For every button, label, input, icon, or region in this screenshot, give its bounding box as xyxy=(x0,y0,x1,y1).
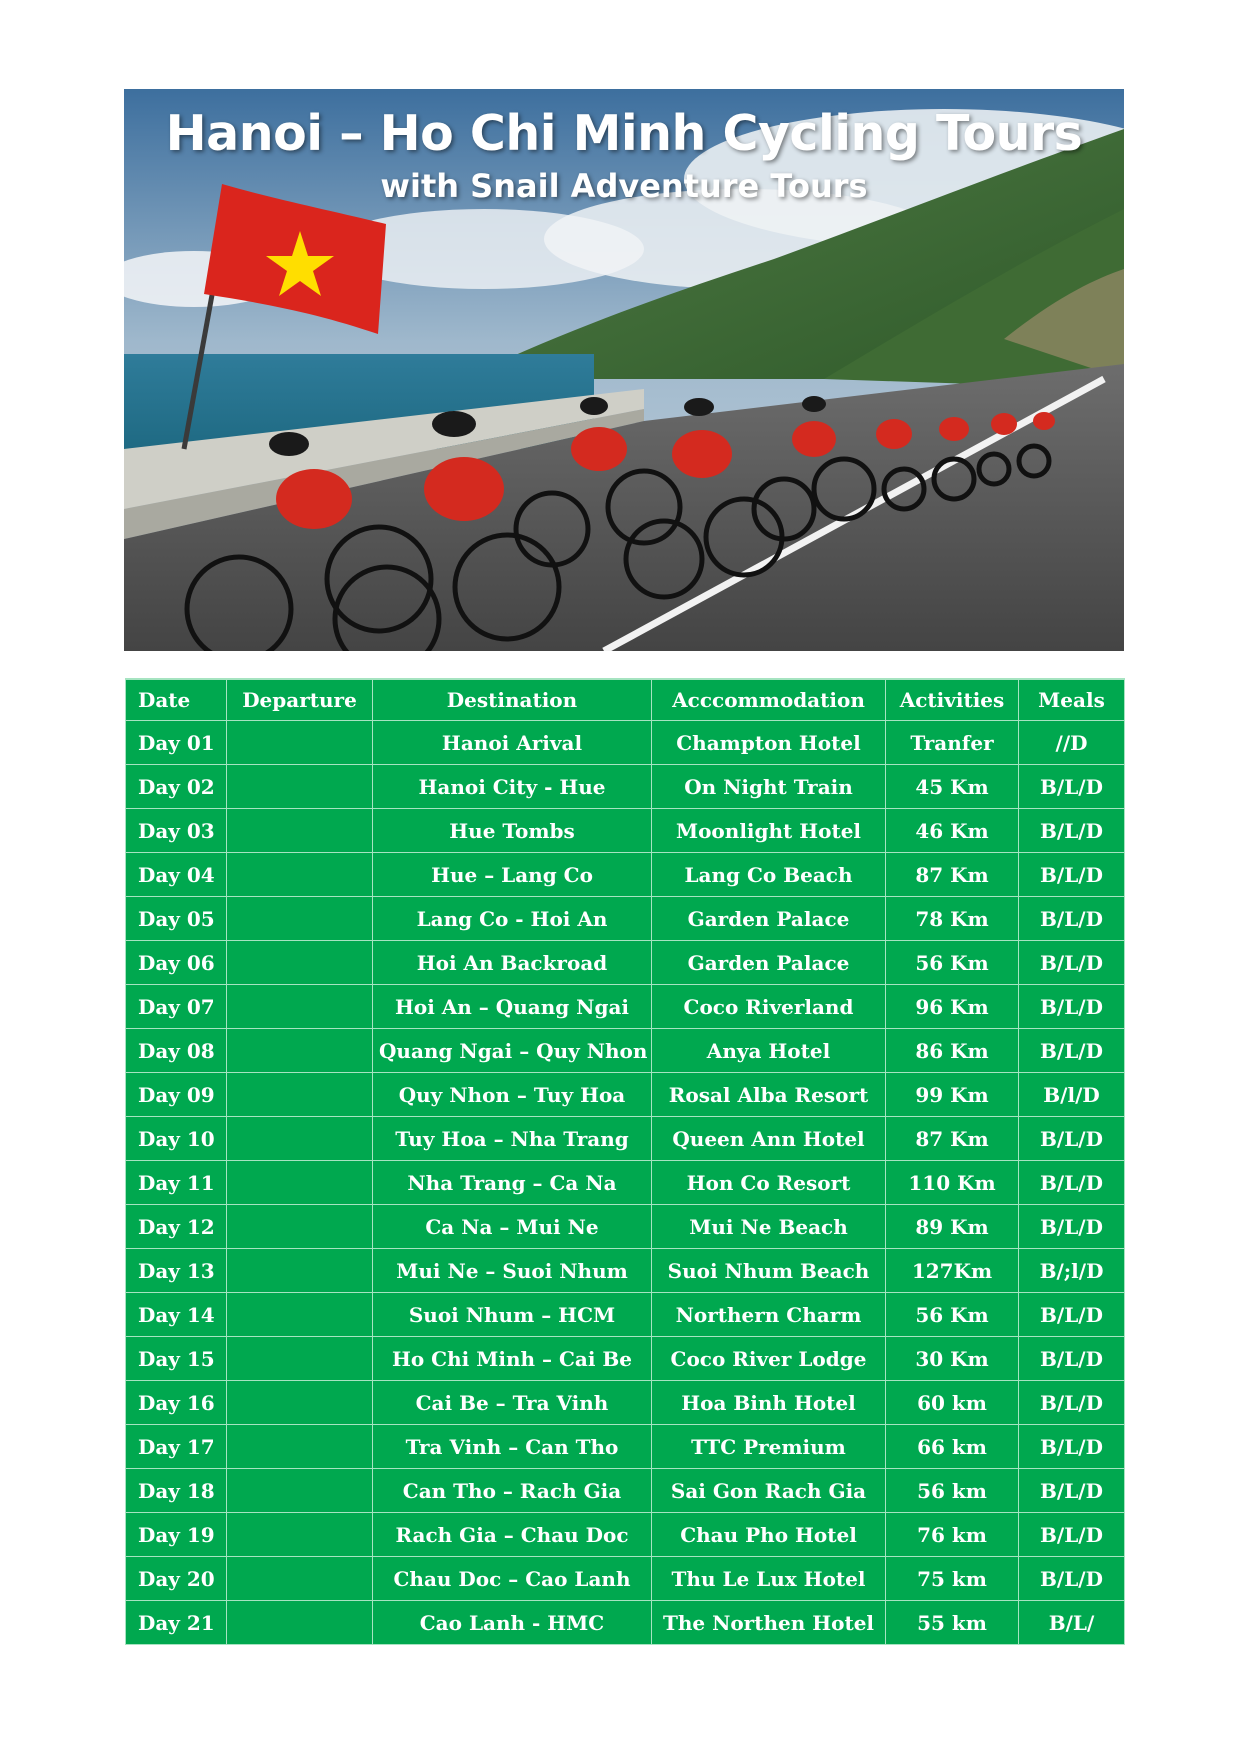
cell-destination: Ca Na – Mui Ne xyxy=(373,1205,652,1249)
cell-accommodation: Chau Pho Hotel xyxy=(652,1513,886,1557)
cell-meals: B/L/D xyxy=(1019,853,1125,897)
cell-destination: Chau Doc – Cao Lanh xyxy=(373,1557,652,1601)
cell-date: Day 07 xyxy=(126,985,227,1029)
cell-date: Day 14 xyxy=(126,1293,227,1337)
cell-meals: B/L/D xyxy=(1019,1513,1125,1557)
cell-departure xyxy=(227,1425,373,1469)
cell-activities: 96 Km xyxy=(886,985,1019,1029)
cell-destination: Quang Ngai – Quy Nhon xyxy=(373,1029,652,1073)
table-row xyxy=(126,1029,1125,1073)
cell-departure xyxy=(227,1337,373,1381)
cell-accommodation: Rosal Alba Resort xyxy=(652,1073,886,1117)
cell-meals: B/L/D xyxy=(1019,1557,1125,1601)
cell-accommodation: Suoi Nhum Beach xyxy=(652,1249,886,1293)
cell-activities: 56 Km xyxy=(886,1293,1019,1337)
table-row xyxy=(126,853,1125,897)
cell-accommodation: The Northen Hotel xyxy=(652,1601,886,1645)
cell-meals: B/L/D xyxy=(1019,1161,1125,1205)
cell-date: Day 05 xyxy=(126,897,227,941)
cell-meals: B/L/D xyxy=(1019,941,1125,985)
cell-destination: Hue – Lang Co xyxy=(373,853,652,897)
cell-accommodation: TTC Premium xyxy=(652,1425,886,1469)
cell-departure xyxy=(227,897,373,941)
cell-activities: 86 Km xyxy=(886,1029,1019,1073)
cell-meals: B/L/D xyxy=(1019,809,1125,853)
cell-accommodation: Champton Hotel xyxy=(652,721,886,765)
cell-destination: Cao Lanh - HMC xyxy=(373,1601,652,1645)
cell-destination: Ho Chi Minh – Cai Be xyxy=(373,1337,652,1381)
cell-meals: B/L/D xyxy=(1019,1381,1125,1425)
banner-subtitle: with Snail Adventure Tours xyxy=(380,167,868,205)
table-row xyxy=(126,1337,1125,1381)
cell-meals: B/L/D xyxy=(1019,985,1125,1029)
table-row xyxy=(126,941,1125,985)
table-row xyxy=(126,1161,1125,1205)
cell-activities: 46 Km xyxy=(886,809,1019,853)
cell-accommodation: Thu Le Lux Hotel xyxy=(652,1557,886,1601)
cell-departure xyxy=(227,1601,373,1645)
cell-activities: 99 Km xyxy=(886,1073,1019,1117)
cell-departure xyxy=(227,765,373,809)
itinerary-body xyxy=(126,721,1125,1645)
cell-destination: Tra Vinh – Can Tho xyxy=(373,1425,652,1469)
cell-activities: 66 km xyxy=(886,1425,1019,1469)
cell-activities: Tranfer xyxy=(886,721,1019,765)
table-row xyxy=(126,809,1125,853)
table-row xyxy=(126,1205,1125,1249)
cell-date: Day 13 xyxy=(126,1249,227,1293)
cell-date: Day 21 xyxy=(126,1601,227,1645)
cell-destination: Lang Co - Hoi An xyxy=(373,897,652,941)
cell-meals: B/L/D xyxy=(1019,1293,1125,1337)
cell-departure xyxy=(227,721,373,765)
header-departure: Departure xyxy=(227,679,373,721)
cell-date: Day 06 xyxy=(126,941,227,985)
cell-date: Day 19 xyxy=(126,1513,227,1557)
cell-activities: 60 km xyxy=(886,1381,1019,1425)
table-row xyxy=(126,1513,1125,1557)
table-row xyxy=(126,897,1125,941)
cell-destination: Hanoi City - Hue xyxy=(373,765,652,809)
header-meals: Meals xyxy=(1019,679,1125,721)
cell-destination: Hoi An Backroad xyxy=(373,941,652,985)
cell-meals: B/L/D xyxy=(1019,1337,1125,1381)
cell-meals: //D xyxy=(1019,721,1125,765)
cell-meals: B/L/D xyxy=(1019,1425,1125,1469)
header-destination: Destination xyxy=(373,679,652,721)
cell-meals: B/L/D xyxy=(1019,1469,1125,1513)
cell-departure xyxy=(227,1469,373,1513)
cell-departure xyxy=(227,809,373,853)
cell-date: Day 04 xyxy=(126,853,227,897)
cell-destination: Can Tho – Rach Gia xyxy=(373,1469,652,1513)
cell-activities: 30 Km xyxy=(886,1337,1019,1381)
cell-meals: B/l/D xyxy=(1019,1073,1125,1117)
cell-departure xyxy=(227,941,373,985)
table-row xyxy=(126,1469,1125,1513)
table-row xyxy=(126,985,1125,1029)
cell-destination: Rach Gia – Chau Doc xyxy=(373,1513,652,1557)
cell-meals: B/L/D xyxy=(1019,897,1125,941)
table-row xyxy=(126,1117,1125,1161)
cell-destination: Mui Ne – Suoi Nhum xyxy=(373,1249,652,1293)
cell-meals: B/L/D xyxy=(1019,1117,1125,1161)
cell-accommodation: Garden Palace xyxy=(652,897,886,941)
cell-date: Day 02 xyxy=(126,765,227,809)
cell-destination: Nha Trang – Ca Na xyxy=(373,1161,652,1205)
table-row xyxy=(126,1381,1125,1425)
cell-destination: Hanoi Arival xyxy=(373,721,652,765)
cell-date: Day 11 xyxy=(126,1161,227,1205)
cell-destination: Quy Nhon – Tuy Hoa xyxy=(373,1073,652,1117)
cell-destination: Cai Be – Tra Vinh xyxy=(373,1381,652,1425)
cell-accommodation: Queen Ann Hotel xyxy=(652,1117,886,1161)
cell-departure xyxy=(227,1073,373,1117)
cell-departure xyxy=(227,1513,373,1557)
cell-date: Day 17 xyxy=(126,1425,227,1469)
itinerary-table xyxy=(125,678,1125,1645)
cell-departure xyxy=(227,1381,373,1425)
cell-date: Day 09 xyxy=(126,1073,227,1117)
cell-meals: B/L/D xyxy=(1019,1205,1125,1249)
table-row xyxy=(126,721,1125,765)
cell-activities: 78 Km xyxy=(886,897,1019,941)
cell-date: Day 03 xyxy=(126,809,227,853)
table-row xyxy=(126,1557,1125,1601)
banner-title: Hanoi – Ho Chi Minh Cycling Tours xyxy=(165,105,1083,162)
cell-date: Day 18 xyxy=(126,1469,227,1513)
cell-date: Day 10 xyxy=(126,1117,227,1161)
cell-departure xyxy=(227,1117,373,1161)
cell-date: Day 12 xyxy=(126,1205,227,1249)
cell-meals: B/;l/D xyxy=(1019,1249,1125,1293)
cell-accommodation: Coco River Lodge xyxy=(652,1337,886,1381)
cell-departure xyxy=(227,1029,373,1073)
cell-accommodation: Mui Ne Beach xyxy=(652,1205,886,1249)
cell-activities: 87 Km xyxy=(886,1117,1019,1161)
cell-departure xyxy=(227,1205,373,1249)
cell-activities: 89 Km xyxy=(886,1205,1019,1249)
cell-accommodation: Hoa Binh Hotel xyxy=(652,1381,886,1425)
table-row xyxy=(126,1425,1125,1469)
cell-activities: 127Km xyxy=(886,1249,1019,1293)
cell-activities: 56 km xyxy=(886,1469,1019,1513)
table-header-row xyxy=(126,679,1125,721)
table-row xyxy=(126,1601,1125,1645)
cell-destination: Hue Tombs xyxy=(373,809,652,853)
cell-date: Day 08 xyxy=(126,1029,227,1073)
cell-activities: 76 km xyxy=(886,1513,1019,1557)
table-row xyxy=(126,1249,1125,1293)
cell-date: Day 01 xyxy=(126,721,227,765)
cell-activities: 110 Km xyxy=(886,1161,1019,1205)
cell-accommodation: Garden Palace xyxy=(652,941,886,985)
cell-meals: B/L/D xyxy=(1019,765,1125,809)
table-row xyxy=(126,765,1125,809)
cell-accommodation: Sai Gon Rach Gia xyxy=(652,1469,886,1513)
cell-date: Day 16 xyxy=(126,1381,227,1425)
cell-accommodation: Moonlight Hotel xyxy=(652,809,886,853)
cell-destination: Hoi An – Quang Ngai xyxy=(373,985,652,1029)
cell-accommodation: On Night Train xyxy=(652,765,886,809)
cell-destination: Suoi Nhum – HCM xyxy=(373,1293,652,1337)
cell-accommodation: Lang Co Beach xyxy=(652,853,886,897)
cell-meals: B/L/D xyxy=(1019,1029,1125,1073)
cell-departure xyxy=(227,1161,373,1205)
table-row xyxy=(126,1073,1125,1117)
cell-departure xyxy=(227,985,373,1029)
cell-departure xyxy=(227,853,373,897)
cell-activities: 56 Km xyxy=(886,941,1019,985)
cell-destination: Tuy Hoa – Nha Trang xyxy=(373,1117,652,1161)
cell-accommodation: Coco Riverland xyxy=(652,985,886,1029)
cell-activities: 75 km xyxy=(886,1557,1019,1601)
cell-accommodation: Hon Co Resort xyxy=(652,1161,886,1205)
cell-date: Day 20 xyxy=(126,1557,227,1601)
header-activities: Activities xyxy=(886,679,1019,721)
header-date: Date xyxy=(126,679,227,721)
cell-meals: B/L/ xyxy=(1019,1601,1125,1645)
table-row xyxy=(126,1293,1125,1337)
cell-departure xyxy=(227,1249,373,1293)
cell-activities: 55 km xyxy=(886,1601,1019,1645)
cell-accommodation: Northern Charm xyxy=(652,1293,886,1337)
cell-activities: 87 Km xyxy=(886,853,1019,897)
cell-departure xyxy=(227,1293,373,1337)
cell-accommodation: Anya Hotel xyxy=(652,1029,886,1073)
cell-date: Day 15 xyxy=(126,1337,227,1381)
cell-departure xyxy=(227,1557,373,1601)
header-accommodation: Acccommodation xyxy=(652,679,886,721)
hero-banner xyxy=(124,89,1124,651)
cell-activities: 45 Km xyxy=(886,765,1019,809)
